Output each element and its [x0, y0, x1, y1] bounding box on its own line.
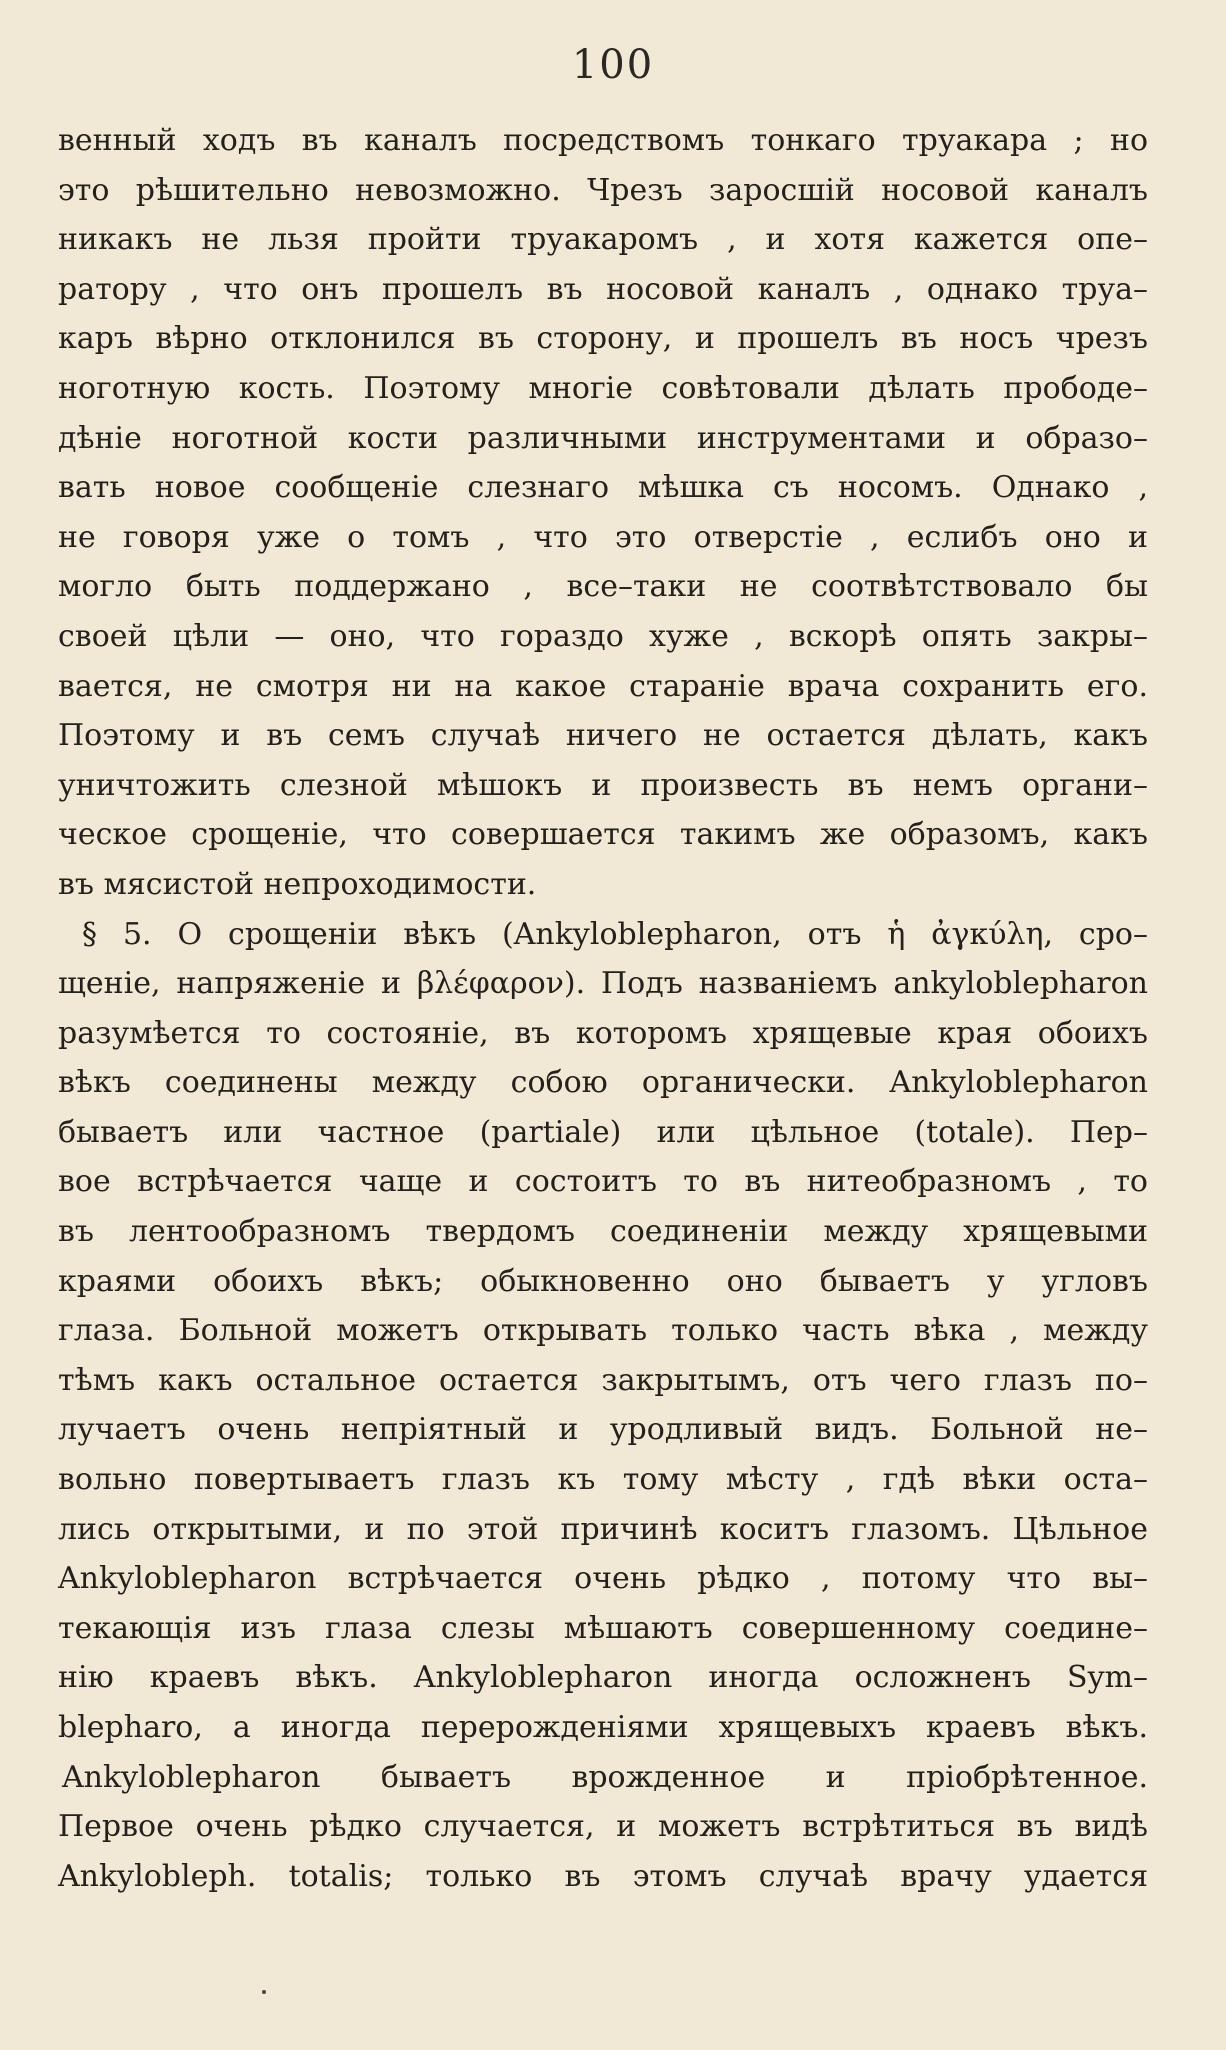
text-line: лись открытыми, и по этой причинѣ коситъ глазомъ. Цѣльное [58, 1511, 1148, 1547]
text-line: щеніе, напряженіе и βλέφαρον). Подъ названіемъ ankyloblepharon [58, 966, 1148, 1002]
text-line: ноготную кость. Поэтому многіе совѣтовали дѣлать прободе– [58, 370, 1148, 406]
text-line: вать новое сообщеніе слезнаго мѣшка съ носомъ. Однако , [58, 470, 1148, 506]
text-line: Ankylobleph. totalis; только въ этомъ случаѣ врачу удается [58, 1858, 1148, 1894]
text-line: своей цѣли — оно, что гораздо хуже , вскорѣ опять закры– [58, 618, 1148, 654]
text-line: въ мясистой непроходимости. [58, 866, 537, 902]
text-line: могло быть поддержано , все–таки не соотвѣтствовало бы [58, 569, 1148, 605]
text-line: blepharo, а иногда перерожденіями хрящевыхъ краевъ вѣкъ. [58, 1710, 1148, 1745]
page-number: 100 [571, 42, 655, 88]
text-line: нію краевъ вѣкъ. Ankyloblepharon иногда осложненъ Sym– [58, 1660, 1148, 1696]
text-line: бываетъ или частное (partiale) или цѣльное (totale). Пер– [58, 1114, 1148, 1150]
text-line: уничтожить слезной мѣшокъ и произвесть въ немъ органи– [58, 767, 1148, 803]
text-line: Ankyloblepharon встрѣчается очень рѣдко , потому что вы– [58, 1561, 1148, 1597]
text-line: тѣмъ какъ остальное остается закрытымъ, отъ чего глазъ по– [58, 1362, 1148, 1398]
text-line: вѣкъ соединены между собою органически. Ankyloblepharon [58, 1065, 1148, 1101]
text-line: вое встрѣчается чаще и состоитъ то въ нитеобразномъ , то [58, 1164, 1148, 1200]
text-line: вольно повертываетъ глазъ къ тому мѣсту , гдѣ вѣки оста– [58, 1462, 1148, 1498]
body-text [58, 116, 1148, 1901]
text-line: венный ходъ въ каналъ посредствомъ тонкаго труакара ; но [58, 123, 1148, 158]
text-line: Поэтому и въ семъ случаѣ ничего не остается дѣлать, какъ [58, 718, 1148, 754]
text-line: это рѣшительно невозможно. Чрезъ заросшій носовой каналъ [58, 172, 1148, 208]
text-line: глаза. Больной можетъ открывать только часть вѣка , между [58, 1313, 1148, 1349]
ink-spot [262, 1990, 266, 1994]
text-line: въ лентообразномъ твердомъ соединеніи между хрящевыми [58, 1214, 1148, 1250]
text-line: вается, не смотря ни на какое стараніе врача сохранить его. [58, 668, 1148, 704]
section-heading-line: § 5. О срощеніи вѣкъ (Ankyloblepharon, отъ ἡ ἀγκύλη, сро– [82, 916, 1148, 952]
text-line: текающія изъ глаза слезы мѣшаютъ совершенному соедине– [58, 1610, 1148, 1646]
text-line: ческое срощеніе, что совершается такимъ же образомъ, какъ [58, 817, 1148, 853]
text-line: Ankyloblepharon бываетъ врожденное и пріобрѣтенное. [62, 1759, 1148, 1795]
text-line: разумѣется то состояніе, въ которомъ хрящевые края обоихъ [58, 1015, 1148, 1051]
text-line: не говоря уже о томъ , что это отверстіе , еслибъ оно и [58, 519, 1148, 555]
text-line: Первое очень рѣдко случается, и можетъ встрѣтиться въ видѣ [58, 1809, 1148, 1845]
text-line: никакъ не льзя пройти труакаромъ , и хотя кажется опе– [58, 222, 1148, 258]
text-line: каръ вѣрно отклонился въ сторону, и прошелъ въ носъ чрезъ [58, 321, 1148, 357]
text-line: ратору , что онъ прошелъ въ носовой каналъ , однако труа– [58, 271, 1148, 307]
text-line: краями обоихъ вѣкъ; обыкновенно оно бываетъ у угловъ [58, 1263, 1148, 1299]
text-line: дѣніе ноготной кости различными инструментами и образо– [58, 420, 1148, 456]
text-line: лучаетъ очень непріятный и уродливый видъ. Больной не– [58, 1412, 1148, 1448]
